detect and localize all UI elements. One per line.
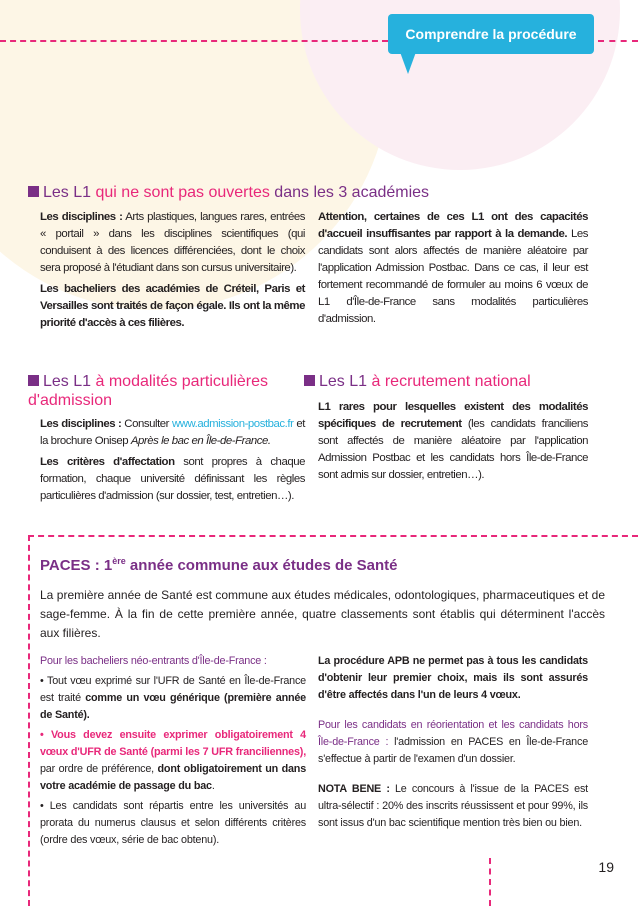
section-title-non-open-l1: Les L1 qui ne sont pas ouvertes dans les 3 académies [28, 183, 429, 202]
header-tab-tail [400, 52, 416, 74]
paces-left-column: Pour les bacheliers néo-entrants d'Île-de-France : • Tout vœu exprimé sur l'UFR de Santé en Île-de-France est traité comme un vœu générique (première année de Santé). • Vous devez ensuite exprimer obligatoirement 4 vœux d'UFR de Santé (parmi les 7 UFR franciliennes), par ordre de préférence, dont obligatoirement un dans votre académie de passage du bac. • Les candidats sont répartis entre les universités au prorata du numerus clausus et selon différents critères (ordre des vœux, série de bac obtenu). [40, 655, 307, 846]
paces-box-left-border [28, 535, 30, 906]
section1-left-column: Les disciplines : Arts plastiques, langues rares, entrées « portail » dans les disciplines scientifiques (qui conduisent à des licences différenciées, dont le choix sera proposé à l'étudiant dans son cursus universitaire). Les bacheliers des académies de Créteil, Paris et Versailles sont traités de façon égale. Ils ont la même priorité d'accès à ces filières. [40, 211, 305, 329]
paces-title: PACES : 1ère année commune aux études de Santé [40, 556, 398, 574]
section1-right-column: Attention, certaines de ces L1 ont des capacités d'accueil insuffisantes par rapport à la demande. Les candidats sont alors affectés de manière aléatoire par l'application Admission Postbac. Dans ce cas, il leur est fortement recommandé de formuler au moins 6 vœux de L1 d'Île-de-France sans modalités particulières d'admission. [318, 211, 588, 325]
paces-box-top-border [28, 535, 638, 537]
admission-postbac-link[interactable]: www.admission-postbac.fr [171, 418, 294, 430]
paces-right-column: La procédure APB ne permet pas à tous les candidats d'obtenir leur premier choix, mais ils sont assurés d'être affectés dans l'un de leurs 4 vœux. Pour les candidats en réorientation et les candidats hors Île-de-France : l'admission en PACES en Île-de-France s'effectue à partir de l'examen d'un dossier. NOTA BENE : Le concours à l'issue de la PACES est ultra-sélectif : 20% des inscrits réussissent et pour 99%, ils sont issus d'un bac scientifique mention très bien ou bien. [318, 655, 588, 829]
header-dashed-line-right [598, 40, 638, 42]
section-title-national-recruitment-l1: Les L1 à recrutement national [304, 372, 531, 391]
bullet-square-icon [304, 375, 315, 386]
paces-box-inner-border [489, 858, 491, 906]
bullet-square-icon [28, 186, 39, 197]
page-number: 19 [598, 859, 614, 875]
paces-intro: La première année de Santé est commune aux études médicales, odontologiques, pharmaceutiques et de sage-femme. À la fin de cette première année, quatre classements sont établis qui déterminent l'accès aux filières. [40, 588, 605, 640]
section2-column: Les disciplines : Consulter www.admission-postbac.fr et la brochure Onisep Après le bac en Île-de-France. Les critères d'affectation sont propres à chaque formation, chaque université définissant les règles particulières d'admission (sur dossier, test, entretien…). [40, 418, 305, 502]
section3-column: L1 rares pour lesquelles existent des modalités spécifiques de recrutement (les candidats franciliens sont affectés de manière aléatoire par l'application Admission Postbac et les candidats hors Île-de-France sont admis sur dossier, entretien…). [318, 401, 588, 481]
section-title-special-admission-l1: Les L1 à modalités particulières d'admission [28, 373, 269, 409]
header-dashed-line-left [0, 40, 388, 42]
bullet-square-icon [28, 375, 39, 386]
section-header-tab: Comprendre la procédure [388, 14, 594, 54]
